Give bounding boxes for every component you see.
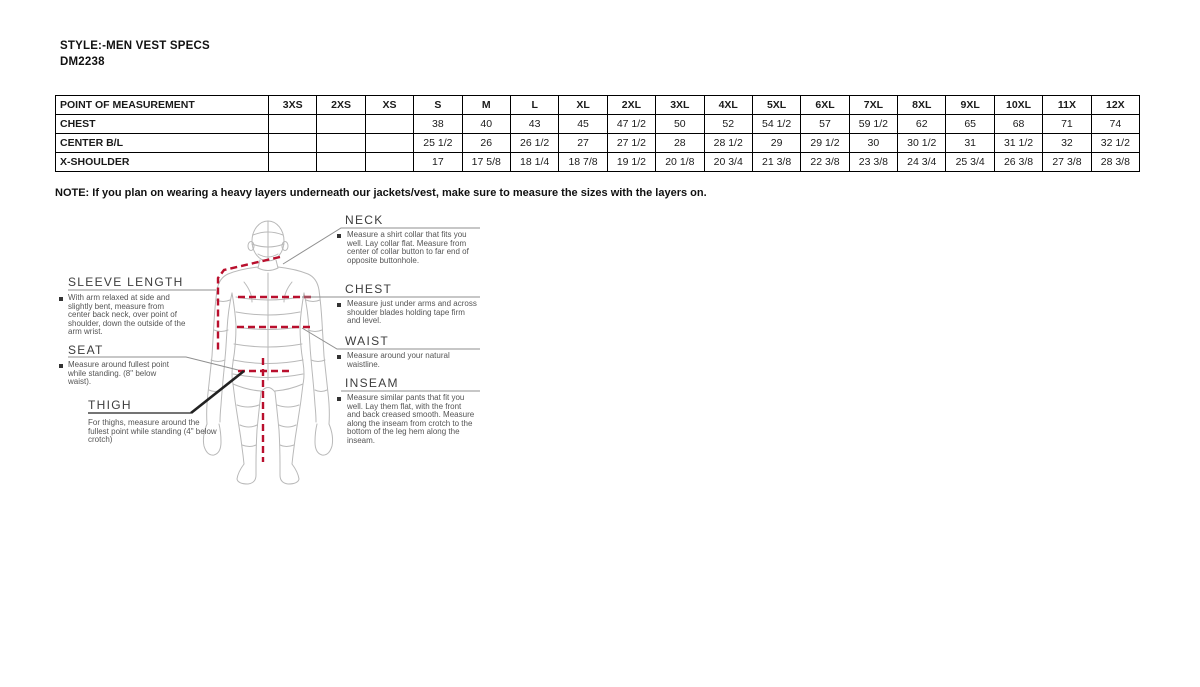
size-cell: 62	[898, 115, 946, 134]
size-cell: 28	[656, 134, 704, 153]
size-cell: 40	[462, 115, 510, 134]
inseam-text: Measure similar pants that fit you well. Lay them flat, with the front and back creased smooth. Measure along the inseam from crotch to the bottom of the leg hem along the inseam.	[347, 393, 475, 445]
seat-title: SEAT	[68, 343, 104, 357]
bullet-square-icon	[59, 364, 63, 368]
size-cell: 21 3/8	[752, 153, 800, 172]
size-cell	[317, 134, 365, 153]
bullet-square-icon	[59, 297, 63, 301]
size-cell: 28 3/8	[1091, 153, 1139, 172]
size-cell	[317, 153, 365, 172]
size-cell: 23 3/8	[849, 153, 897, 172]
size-cell: 29	[752, 134, 800, 153]
column-header: 5XL	[752, 96, 800, 115]
size-cell: 17	[414, 153, 462, 172]
header-row	[56, 96, 1140, 115]
column-header: 4XL	[704, 96, 752, 115]
size-cell: 28 1/2	[704, 134, 752, 153]
size-cell: 18 1/4	[510, 153, 558, 172]
size-cell: 24 3/4	[898, 153, 946, 172]
size-cell: 27 1/2	[607, 134, 655, 153]
size-cell: 54 1/2	[752, 115, 800, 134]
neck-text: Measure a shirt collar that fits you well. Lay collar flat. Measure from center of collar button to far end of opposite buttonhole.	[347, 230, 469, 265]
size-spec-table	[55, 95, 1140, 172]
chest-text: Measure just under arms and across shoulder blades holding tape firm and level.	[347, 299, 477, 326]
column-header: POINT OF MEASUREMENT	[56, 96, 269, 115]
size-cell: 25 1/2	[414, 134, 462, 153]
size-cell	[269, 134, 317, 153]
table-row-center-bl	[56, 134, 1140, 153]
size-cell: 32	[1043, 134, 1091, 153]
waist-text: Measure around your natural waistline.	[347, 351, 450, 369]
size-cell: 20 1/8	[656, 153, 704, 172]
row-label: CHEST	[56, 115, 269, 134]
size-cell: 27 3/8	[1043, 153, 1091, 172]
size-cell: 22 3/8	[801, 153, 849, 172]
size-cell: 43	[510, 115, 558, 134]
bullet-square-icon	[337, 397, 341, 401]
sleeve-length-title: SLEEVE LENGTH	[68, 275, 184, 289]
thigh-pointer-line	[191, 371, 244, 413]
row-label: CENTER B/L	[56, 134, 269, 153]
size-cell: 17 5/8	[462, 153, 510, 172]
document-title	[60, 38, 210, 70]
waist-title: WAIST	[345, 334, 390, 348]
column-header: 8XL	[898, 96, 946, 115]
column-header: S	[414, 96, 462, 115]
size-cell: 71	[1043, 115, 1091, 134]
size-cell: 25 3/4	[946, 153, 994, 172]
size-cell: 52	[704, 115, 752, 134]
size-cell: 30	[849, 134, 897, 153]
size-cell: 32 1/2	[1091, 134, 1139, 153]
column-header: 6XL	[801, 96, 849, 115]
size-cell: 30 1/2	[898, 134, 946, 153]
row-label: X-SHOULDER	[56, 153, 269, 172]
column-header: M	[462, 96, 510, 115]
size-cell: 27	[559, 134, 607, 153]
table-row-chest	[56, 115, 1140, 134]
size-cell	[269, 153, 317, 172]
size-cell: 65	[946, 115, 994, 134]
size-cell: 18 7/8	[559, 153, 607, 172]
measurement-dash-lines	[218, 257, 312, 462]
column-header: 12X	[1091, 96, 1139, 115]
size-cell: 26 3/8	[994, 153, 1042, 172]
layers-note: NOTE: If you plan on wearing a heavy layers underneath our jackets/vest, make sure to measure the sizes with the layers on.	[55, 187, 707, 199]
column-header: L	[510, 96, 558, 115]
size-cell: 19 1/2	[607, 153, 655, 172]
column-header: 3XL	[656, 96, 704, 115]
size-cell: 20 3/4	[704, 153, 752, 172]
column-header: XL	[559, 96, 607, 115]
seat-text: Measure around fullest point while standing. (8" below waist).	[68, 360, 169, 387]
size-cell	[365, 134, 413, 153]
size-cell: 47 1/2	[607, 115, 655, 134]
style-title: STYLE:-MEN VEST SPECS	[60, 40, 210, 52]
thigh-title: THIGH	[88, 398, 132, 412]
size-cell: 31	[946, 134, 994, 153]
size-cell: 50	[656, 115, 704, 134]
column-header: XS	[365, 96, 413, 115]
size-cell: 45	[559, 115, 607, 134]
inseam-title: INSEAM	[345, 376, 399, 390]
bullet-square-icon	[337, 355, 341, 359]
size-cell: 38	[414, 115, 462, 134]
size-cell: 29 1/2	[801, 134, 849, 153]
mannequin-figure	[203, 221, 332, 484]
column-header: 7XL	[849, 96, 897, 115]
size-cell: 26	[462, 134, 510, 153]
column-header: 3XS	[269, 96, 317, 115]
column-header: 2XS	[317, 96, 365, 115]
column-header: 9XL	[946, 96, 994, 115]
size-cell	[317, 115, 365, 134]
size-cell: 26 1/2	[510, 134, 558, 153]
column-header: 11X	[1043, 96, 1091, 115]
column-header: 10XL	[994, 96, 1042, 115]
size-cell	[269, 115, 317, 134]
neck-title: NECK	[345, 213, 384, 227]
size-cell: 59 1/2	[849, 115, 897, 134]
size-cell: 68	[994, 115, 1042, 134]
size-cell	[365, 153, 413, 172]
size-cell: 74	[1091, 115, 1139, 134]
size-cell: 57	[801, 115, 849, 134]
waist-connector-line	[302, 328, 480, 349]
thigh-text: For thighs, measure around the fullest point while standing (4" below crotch)	[88, 418, 217, 445]
size-cell: 31 1/2	[994, 134, 1042, 153]
column-header: 2XL	[607, 96, 655, 115]
bullet-square-icon	[337, 303, 341, 307]
table-row-x-shoulder	[56, 153, 1140, 172]
chest-title: CHEST	[345, 282, 393, 296]
size-cell	[365, 115, 413, 134]
sleeve-length-dash-line	[218, 257, 280, 352]
sleeve-length-text: With arm relaxed at side and slightly bent, measure from center back neck, over point of shoulder, down the outside of the arm wrist.	[68, 293, 186, 337]
style-number: DM2238	[60, 56, 105, 68]
bullet-square-icon	[337, 234, 341, 238]
